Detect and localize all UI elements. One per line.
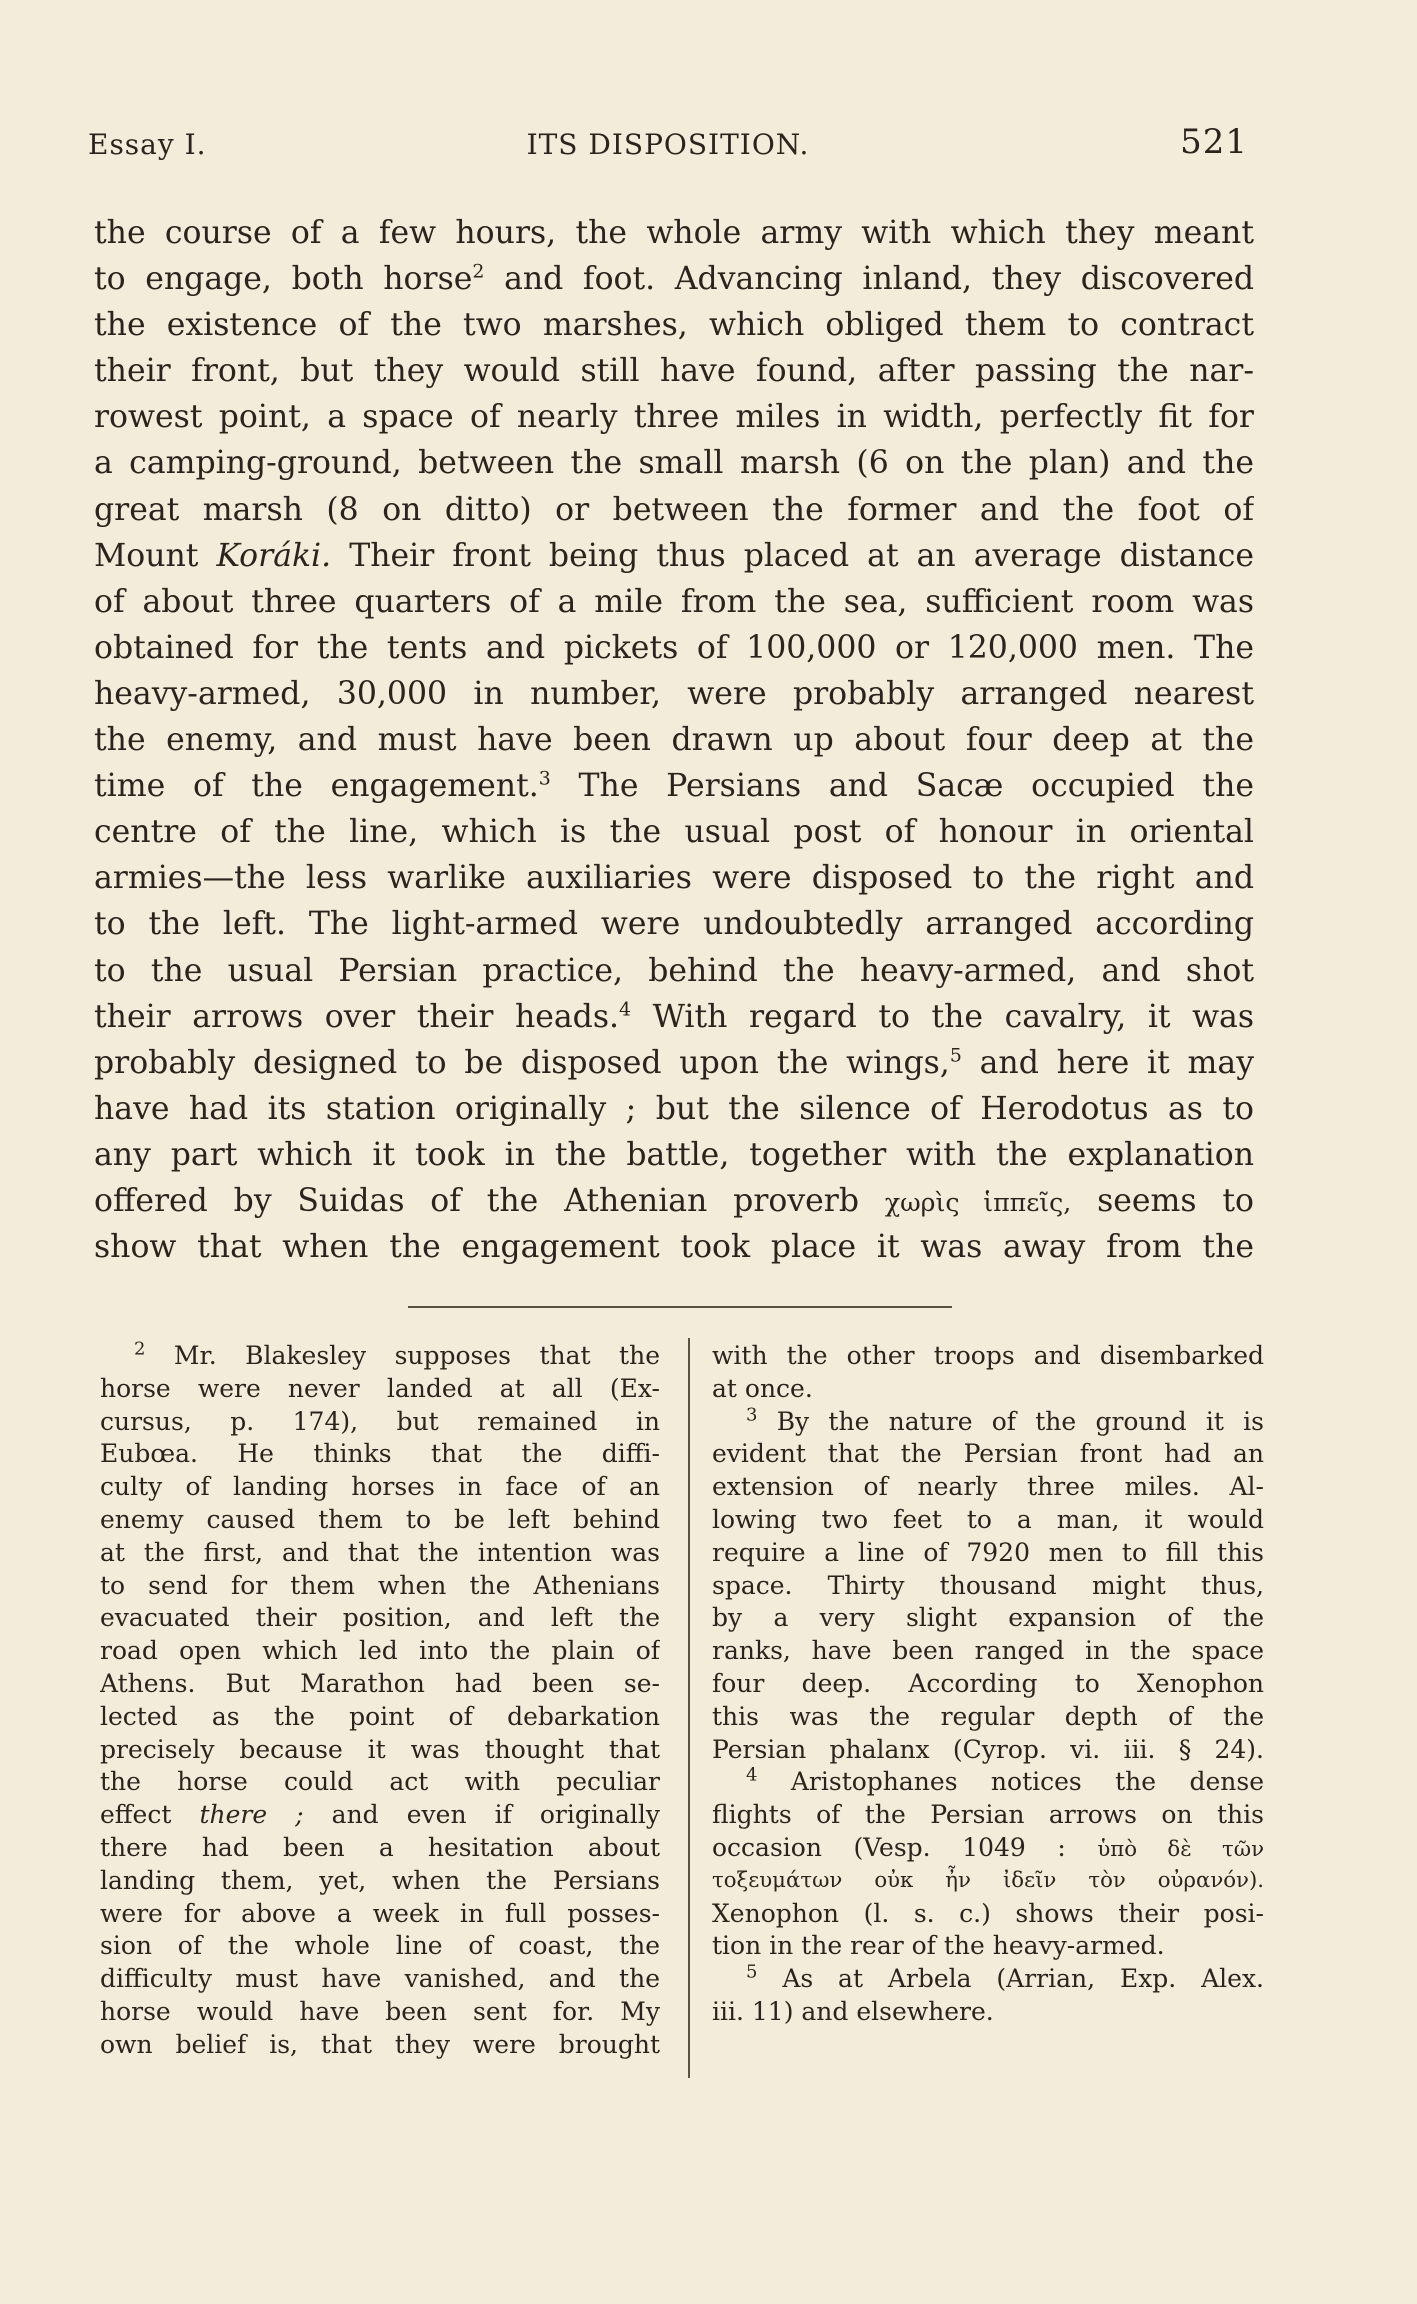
header-title: ITS DISPOSITION. [526, 128, 810, 161]
footnote-line: Athens. But Marathon had been se- [100, 1668, 660, 1698]
footnotes-right-column [712, 1340, 1264, 2029]
body-line: their arrows over their heads.$^4$ With regard to the cavalry, it was [94, 998, 1254, 1035]
footnote-line: $^4$ Aristophanes notices the dense [746, 1766, 1264, 1797]
footnote-line: there had been a hesitation about [100, 1832, 660, 1862]
body-line: armies—the less warlike auxiliaries were disposed to the right and [94, 860, 1254, 897]
body-line: obtained for the tents and pickets of 100,000 or 120,000 men. The [94, 629, 1254, 666]
footnote-line: effect there ; and even if originally [100, 1800, 660, 1830]
body-line: heavy-armed, 30,000 in number, were probably arranged nearest [94, 675, 1254, 712]
greek-text: χωρὶς ἱππεῖς, [884, 1187, 1072, 1217]
footnote-number: 4 [746, 1766, 758, 1787]
body-line: the existence of the two marshes, which obliged them to contract [94, 307, 1254, 344]
footnote-line: Xenophon (l. s. c.) shows their posi- [712, 1898, 1264, 1928]
body-line: time of the engagement.$^3$ The Persians and Sacæ occupied the [94, 767, 1254, 805]
footnote-line: Eubœa. He thinks that the diffi- [100, 1439, 660, 1469]
body-line: a camping-ground, between the small marsh (6 on the plan) and the [94, 445, 1254, 482]
footnote-line: were for above a week in full posses- [100, 1898, 660, 1928]
footnote-line: $^2$ Mr. Blakesley supposes that the [134, 1340, 660, 1370]
footnote-line: sion of the whole line of coast, the [100, 1931, 660, 1961]
footnote-line: ranks, have been ranged in the space [712, 1636, 1264, 1666]
footnote-line: difficulty must have vanished, and the [100, 1964, 660, 1994]
footnote-line: require a line of 7920 men to fill this [712, 1537, 1264, 1567]
footnote-ref[interactable]: 5 [949, 1044, 962, 1067]
footnote-line: extension of nearly three miles. Al- [712, 1472, 1264, 1502]
footnote-line: to send for them when the Athenians [100, 1570, 660, 1600]
footnote-number: 2 [134, 1340, 146, 1360]
body-line: show that when the engagement took place it was away from the [94, 1229, 1254, 1266]
footnote-line: this was the regular depth of the [712, 1701, 1264, 1731]
body-line: of about three quarters of a mile from the sea, sufficient room was [94, 583, 1254, 620]
header-essay: Essay I. [88, 128, 207, 161]
body-line: any part which it took in the battle, together with the explanation [94, 1136, 1254, 1173]
footnote-line: tion in the rear of the heavy-armed. [712, 1931, 1165, 1961]
footnote-ref[interactable]: 2 [472, 260, 485, 283]
footnote-line: by a very slight expansion of the [712, 1603, 1264, 1633]
body-line: have had its station originally ; but the silence of Herodotus as to [94, 1090, 1254, 1127]
body-line: rowest point, a space of nearly three miles in width, perfectly fit for [94, 399, 1254, 436]
footnote-line: $^3$ By the nature of the ground it is [746, 1405, 1264, 1436]
body-line: Mount Koráki. Their front being thus placed at an average distance [94, 537, 1254, 574]
body-line: probably designed to be disposed upon the wings,$^5$ and here it may [94, 1044, 1254, 1081]
footnote-line: horse would have been sent for. My [100, 1996, 660, 2026]
footnote-line greek-text: τοξευμάτων οὐκ ἦν ἰδεῖν τὸν οὐρανόν). [712, 1867, 1264, 1893]
footnote-line: at once. [712, 1373, 813, 1403]
footnote-line: the horse could act with peculiar [100, 1767, 660, 1797]
footnote-line: iii. 11) and elsewhere. [712, 1996, 994, 2026]
footnote-separator [408, 1306, 952, 1308]
footnote-column-divider [688, 1338, 690, 2078]
greek-text: ὑπὸ δὲ τῶν [1097, 1836, 1264, 1862]
footnote-line: lected as the point of debarkation [100, 1701, 660, 1731]
footnote-line: space. Thirty thousand might thus, [712, 1570, 1264, 1600]
body-line: to the usual Persian practice, behind the heavy-armed, and shot [94, 952, 1254, 989]
body-line: to the left. The light-armed were undoubtedly arranged according [94, 906, 1254, 943]
footnote-line: flights of the Persian arrows on this [712, 1800, 1264, 1830]
body-line: great marsh (8 on ditto) or between the former and the foot of [94, 491, 1254, 528]
body-line: their front, but they would still have found, after passing the nar- [94, 353, 1254, 390]
footnote-line: evident that the Persian front had an [712, 1439, 1264, 1469]
footnote-number: 3 [746, 1405, 758, 1426]
page-number: 521 [1180, 122, 1248, 162]
footnotes-left-column [100, 1340, 660, 2062]
footnote-line: culty of landing horses in face of an [100, 1472, 660, 1502]
footnote-ref[interactable]: 3 [538, 767, 551, 790]
body-line: to engage, both horse$^2$ and foot. Advancing inland, they discovered [94, 260, 1254, 298]
footnote-line: enemy caused them to be left behind [100, 1504, 660, 1534]
main-text [94, 210, 1254, 1270]
footnote-line: own belief is, that they were brought [100, 2029, 660, 2059]
footnote-line: at the first, and that the intention was [100, 1537, 660, 1567]
body-line: offered by Suidas of the Athenian proverb χωρὶς ἱππεῖς, seems to [94, 1182, 1254, 1219]
footnote-line: precisely because it was thought that [100, 1734, 660, 1764]
footnote-line: road open which led into the plain of [100, 1636, 660, 1666]
footnote-line: occasion (Vesp. 1049 : ὑπὸ δὲ τῶν [712, 1832, 1264, 1862]
footnote-number: 5 [746, 1963, 758, 1983]
footnote-line: $^5$ As at Arbela (Arrian, Exp. Alex. [746, 1963, 1264, 1994]
body-line: centre of the line, which is the usual post of honour in oriental [94, 814, 1254, 851]
footnote-line: lowing two feet to a man, it would [712, 1504, 1264, 1534]
footnote-line: Persian phalanx (Cyrop. vi. iii. § 24). [712, 1734, 1264, 1764]
footnote-ref[interactable]: 4 [619, 998, 632, 1021]
body-line: the enemy, and must have been drawn up about four deep at the [94, 722, 1254, 759]
footnote-line: evacuated their position, and left the [100, 1603, 660, 1633]
footnote-line: landing them, yet, when the Persians [100, 1865, 660, 1895]
footnote-line: cursus, p. 174), but remained in [100, 1406, 660, 1436]
footnote-line: horse were never landed at all (Ex- [100, 1373, 660, 1403]
footnote-line: with the other troops and disembarked [712, 1341, 1264, 1370]
running-header [88, 122, 1248, 172]
body-line: the course of a few hours, the whole army with which they meant [94, 215, 1254, 251]
footnote-line: four deep. According to Xenophon [712, 1668, 1264, 1698]
